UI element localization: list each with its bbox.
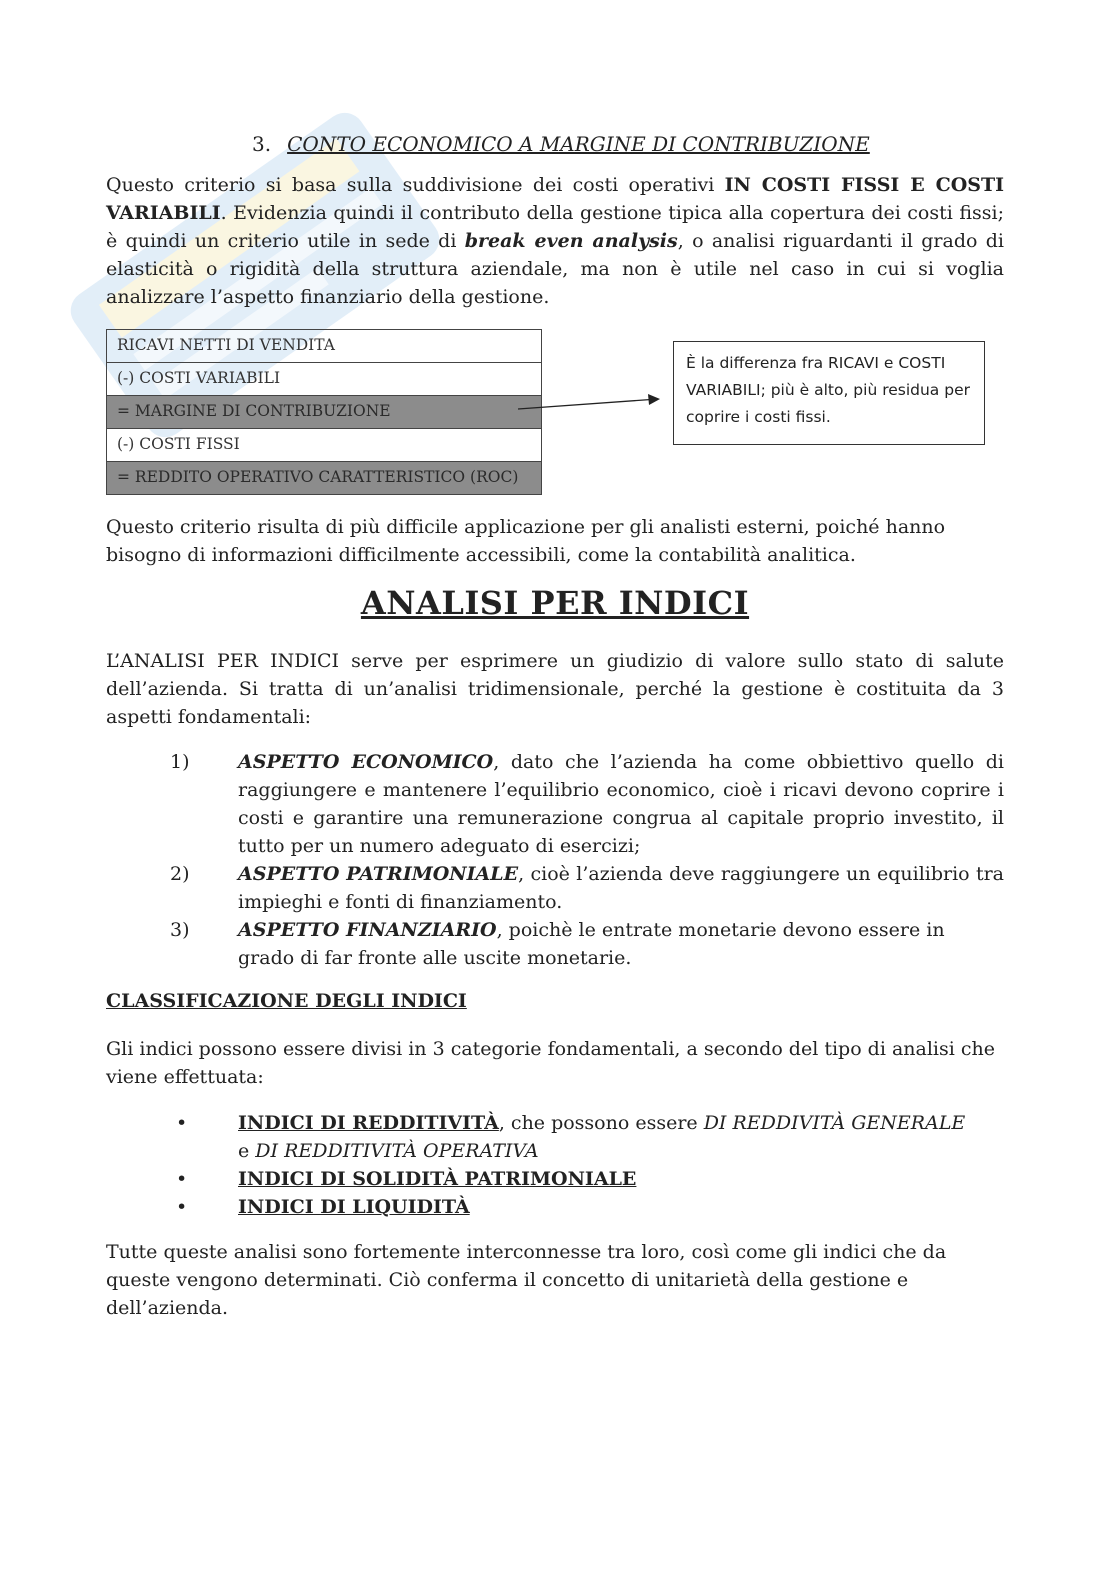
table-row: = REDDITO OPERATIVO CARATTERISTICO (ROC) bbox=[107, 462, 541, 494]
table-row: RICAVI NETTI DI VENDITA bbox=[107, 330, 541, 363]
table-row: (-) COSTI FISSI bbox=[107, 429, 541, 462]
aspects-list bbox=[170, 748, 1004, 972]
paragraph-4: Gli indici possono essere divisi in 3 categorie fondamentali, a secondo del tipo di analisi che viene effettuata: bbox=[106, 1038, 995, 1088]
paragraph-2: Questo criterio risulta di più difficile applicazione per gli analisti esterni, poiché hanno bisogno di informazioni difficilmente accessibili, come la contabilità analitica. bbox=[106, 516, 946, 566]
paragraph-5: Tutte queste analisi sono fortemente interconnesse tra loro, così come gli indici che da queste vengono determinati. Ciò conferma il concetto di unitarietà della gestione e dell’azienda. bbox=[106, 1241, 947, 1319]
list-item: • INDICI DI LIQUIDITÀ bbox=[176, 1196, 470, 1218]
list-item: 1) ASPETTO ECONOMICO, dato che l’azienda ha come obbiettivo quello di raggiungere e mantenere l’equilibrio economico, cioè i ricavi devono coprire i costi e garantire una remunerazione congrua al capitale proprio investito, il tutto per un numero adeguato di esercizi; bbox=[170, 751, 1004, 857]
arrow-icon bbox=[518, 390, 678, 420]
list-item: 2) ASPETTO PATRIMONIALE, cioè l’azienda deve raggiungere un equilibrio tra impieghi e fonti di finanziamento. bbox=[170, 863, 1004, 913]
paragraph-3: L’ANALISI PER INDICI serve per esprimere un giudizio di valore sullo stato di salute dell’azienda. Si tratta di un’analisi tridimensionale, perché la gestione è costituita da 3 aspetti fondamentali: bbox=[106, 650, 1004, 728]
table-row: = MARGINE DI CONTRIBUZIONE bbox=[107, 396, 541, 429]
list-item: 3) ASPETTO FINANZIARIO, poichè le entrate monetarie devono essere in grado di far fronte alle uscite monetarie. bbox=[170, 919, 945, 969]
section-heading bbox=[252, 132, 870, 156]
income-statement-table bbox=[106, 329, 542, 495]
page-title: ANALISI PER INDICI bbox=[360, 584, 750, 622]
table-row: (-) COSTI VARIABILI bbox=[107, 363, 541, 396]
note-box: È la differenza fra RICAVI e COSTI VARIABILI; più è alto, più residua per coprire i costi fissi. bbox=[673, 341, 985, 445]
intro-bold: IN COSTI FISSI E COSTI VARIABILI bbox=[106, 174, 1004, 224]
intro-paragraph: Questo criterio si basa sulla suddivisione dei costi operativi IN COSTI FISSI E COSTI VARIABILI. Evidenzia quindi il contributo della gestione tipica alla copertura dei costi fissi; è quindi un criterio utile in sede di break even analysis, o analisi riguardanti il grado di elasticità o rigidità della struttura aziendale, ma non è utile nel caso in cui si voglia analizzare l’aspetto finanziario della gestione. bbox=[106, 174, 1004, 308]
list-item: • INDICI DI REDDITIVITÀ, che possono essere DI REDDIVITÀ GENERALE e DI REDDITIVITÀ OPERATIVA bbox=[176, 1112, 966, 1162]
subheading: CLASSIFICAZIONE DEGLI INDICI bbox=[106, 990, 467, 1012]
intro-bold-italic: break even analysis bbox=[464, 230, 678, 252]
list-item: • INDICI DI SOLIDITÀ PATRIMONIALE bbox=[176, 1168, 637, 1190]
categories-list bbox=[170, 1109, 1004, 1221]
section-number: 3. bbox=[252, 132, 272, 156]
section-title: CONTO ECONOMICO A MARGINE DI CONTRIBUZIONE bbox=[287, 132, 870, 156]
